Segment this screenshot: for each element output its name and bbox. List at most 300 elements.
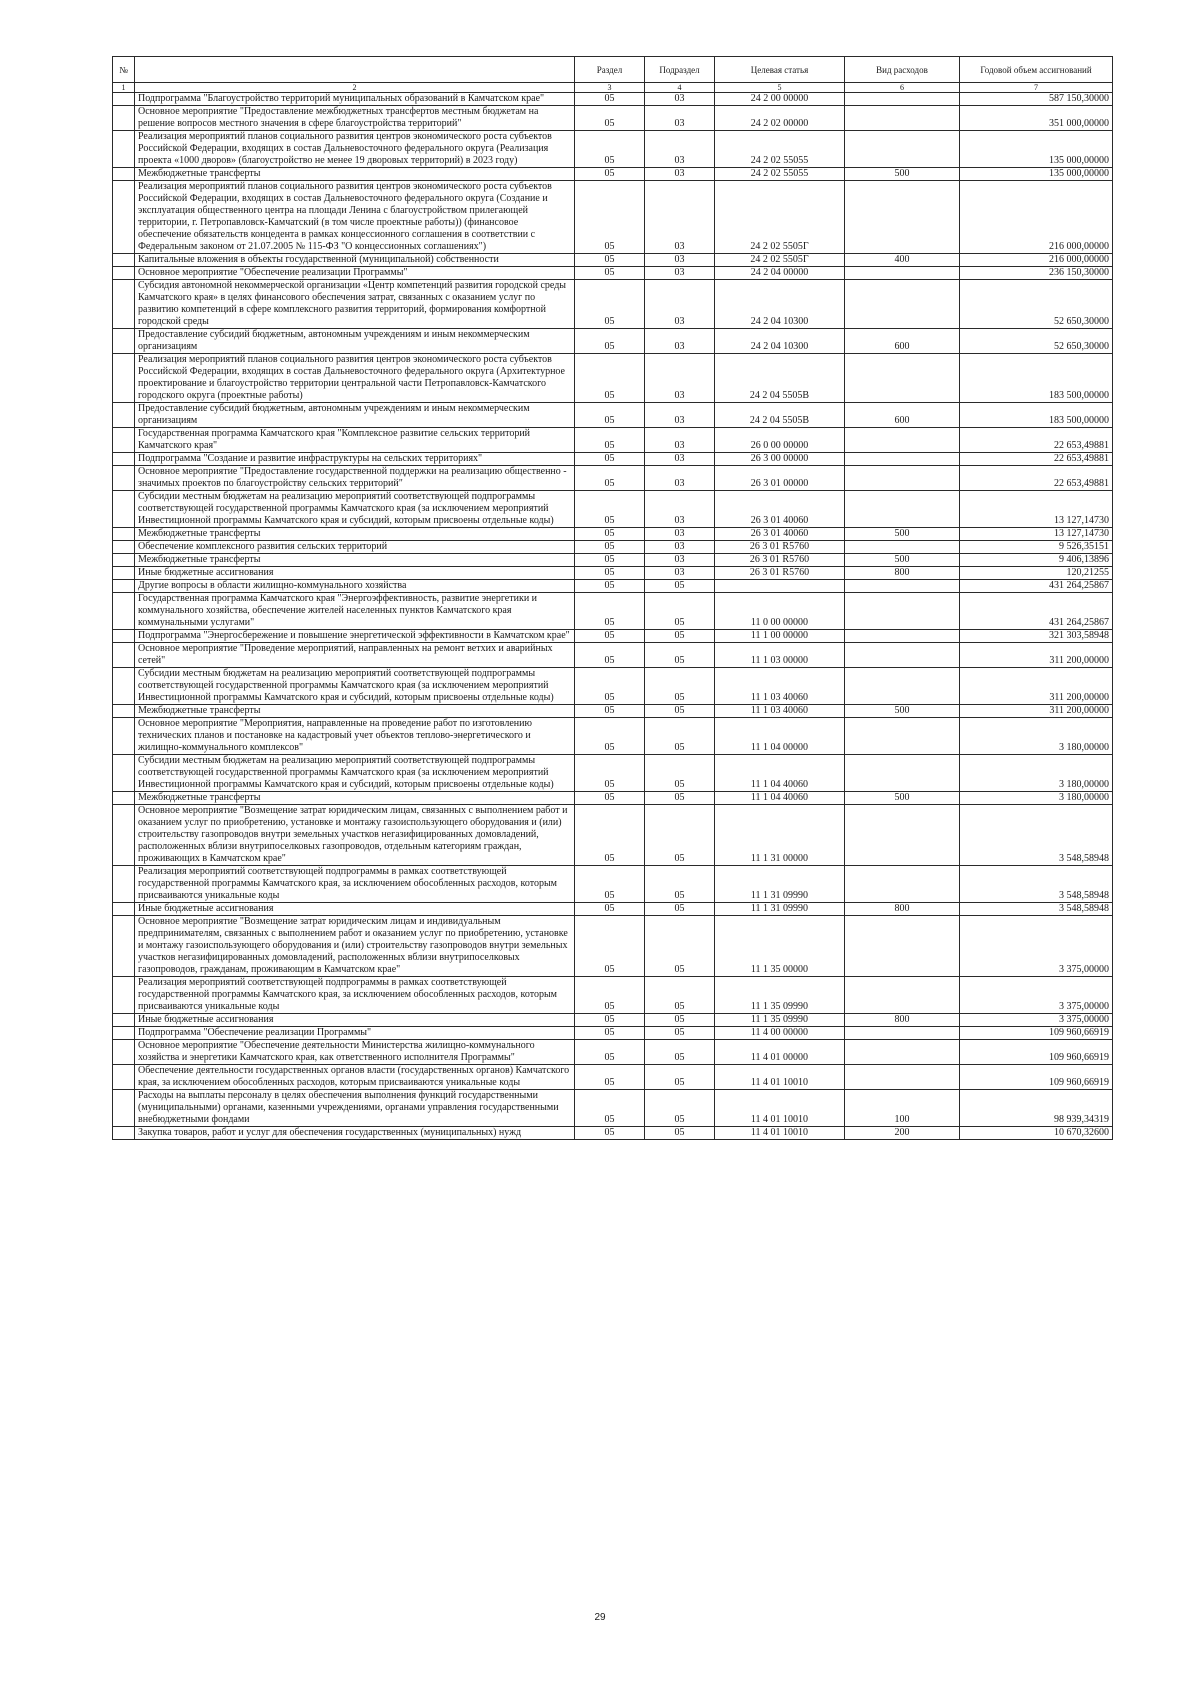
col-header-name xyxy=(135,57,575,83)
section-cell: 05 xyxy=(575,977,645,1014)
table-row xyxy=(113,1027,1113,1040)
target-article-cell: 11 1 31 00000 xyxy=(715,805,845,866)
row-name-cell: Капитальные вложения в объекты государственной (муниципальной) собственности xyxy=(135,254,575,267)
row-number-cell xyxy=(113,866,135,903)
subsection-cell: 03 xyxy=(645,466,715,491)
expense-type-cell xyxy=(845,428,960,453)
header-row xyxy=(113,57,1113,83)
table-row xyxy=(113,254,1113,267)
table-row xyxy=(113,267,1113,280)
section-cell: 05 xyxy=(575,181,645,254)
amount-cell: 321 303,58948 xyxy=(960,630,1113,643)
section-cell: 05 xyxy=(575,453,645,466)
table-row xyxy=(113,755,1113,792)
row-number-cell xyxy=(113,668,135,705)
col-header-subsection: Подраздел xyxy=(645,57,715,83)
expense-type-cell: 500 xyxy=(845,554,960,567)
expense-type-cell xyxy=(845,280,960,329)
subsection-cell: 05 xyxy=(645,1065,715,1090)
row-name-cell: Основное мероприятие "Мероприятия, направленные на проведение работ по изготовлению технических планов и постановке на кадастровый учет объектов теплово-энергетического и жилищно-коммунального комплексов" xyxy=(135,718,575,755)
row-name-cell: Субсидии местным бюджетам на реализацию мероприятий соответствующей подпрограммы соответствующей государственной программы Камчатского края (за исключением мероприятий Инвестиционной программы Камчатского края и субсидий, которым присвоены отдельные коды) xyxy=(135,668,575,705)
row-number-cell xyxy=(113,491,135,528)
amount-cell: 98 939,34319 xyxy=(960,1090,1113,1127)
target-article-cell: 26 3 01 00000 xyxy=(715,466,845,491)
amount-cell: 22 653,49881 xyxy=(960,453,1113,466)
target-article-cell: 11 1 35 09990 xyxy=(715,977,845,1014)
table-row xyxy=(113,491,1113,528)
expense-type-cell: 800 xyxy=(845,903,960,916)
row-name-cell: Иные бюджетные ассигнования xyxy=(135,1014,575,1027)
row-name-cell: Реализация мероприятий соответствующей подпрограммы в рамках соответствующей государственной программы Камчатского края, за исключением обособленных расходов, которым присваиваются уникальные коды xyxy=(135,977,575,1014)
table-row xyxy=(113,1090,1113,1127)
table-row xyxy=(113,593,1113,630)
amount-cell: 22 653,49881 xyxy=(960,428,1113,453)
row-number-cell xyxy=(113,1090,135,1127)
expense-type-cell: 500 xyxy=(845,528,960,541)
expense-type-cell xyxy=(845,354,960,403)
amount-cell: 216 000,00000 xyxy=(960,181,1113,254)
section-cell: 05 xyxy=(575,541,645,554)
table-row xyxy=(113,1065,1113,1090)
row-number-cell xyxy=(113,541,135,554)
subsection-cell: 03 xyxy=(645,403,715,428)
row-number-cell xyxy=(113,428,135,453)
table-row xyxy=(113,805,1113,866)
amount-cell: 216 000,00000 xyxy=(960,254,1113,267)
target-article-cell: 26 3 01 R5760 xyxy=(715,567,845,580)
expense-type-cell xyxy=(845,643,960,668)
amount-cell: 109 960,66919 xyxy=(960,1065,1113,1090)
target-article-cell: 26 3 00 00000 xyxy=(715,453,845,466)
subsection-cell: 03 xyxy=(645,106,715,131)
expense-type-cell xyxy=(845,805,960,866)
row-number-cell xyxy=(113,93,135,106)
row-name-cell: Основное мероприятие "Проведение мероприятий, направленных на ремонт ветхих и аварийных сетей" xyxy=(135,643,575,668)
row-number-cell xyxy=(113,528,135,541)
expense-type-cell xyxy=(845,466,960,491)
row-number-cell xyxy=(113,567,135,580)
subsection-cell: 03 xyxy=(645,453,715,466)
row-number-cell xyxy=(113,181,135,254)
row-number-cell xyxy=(113,354,135,403)
amount-cell: 3 548,58948 xyxy=(960,866,1113,903)
expense-type-cell xyxy=(845,93,960,106)
target-article-cell: 26 0 00 00000 xyxy=(715,428,845,453)
section-cell: 05 xyxy=(575,755,645,792)
col-num: 3 xyxy=(575,83,645,93)
page-number: 29 xyxy=(594,1612,606,1623)
section-cell: 05 xyxy=(575,903,645,916)
col-num: 6 xyxy=(845,83,960,93)
section-cell: 05 xyxy=(575,705,645,718)
amount-cell: 3 548,58948 xyxy=(960,805,1113,866)
row-number-cell xyxy=(113,106,135,131)
target-article-cell: 26 3 01 40060 xyxy=(715,491,845,528)
subsection-cell: 05 xyxy=(645,1090,715,1127)
row-name-cell: Межбюджетные трансферты xyxy=(135,528,575,541)
table-row xyxy=(113,403,1113,428)
table-row xyxy=(113,718,1113,755)
amount-cell: 587 150,30000 xyxy=(960,93,1113,106)
amount-cell: 13 127,14730 xyxy=(960,491,1113,528)
amount-cell: 9 526,35151 xyxy=(960,541,1113,554)
table-row xyxy=(113,93,1113,106)
target-article-cell: 24 2 04 10300 xyxy=(715,329,845,354)
row-name-cell: Межбюджетные трансферты xyxy=(135,168,575,181)
subsection-cell: 05 xyxy=(645,718,715,755)
row-name-cell: Иные бюджетные ассигнования xyxy=(135,567,575,580)
row-number-cell xyxy=(113,705,135,718)
row-name-cell: Межбюджетные трансферты xyxy=(135,705,575,718)
row-name-cell: Государственная программа Камчатского края "Комплексное развитие сельских территорий Камчатского края" xyxy=(135,428,575,453)
amount-cell: 109 960,66919 xyxy=(960,1040,1113,1065)
row-number-cell xyxy=(113,580,135,593)
table-row xyxy=(113,1127,1113,1140)
target-article-cell: 11 4 01 00000 xyxy=(715,1040,845,1065)
table-row xyxy=(113,466,1113,491)
row-name-cell: Основное мероприятие "Возмещение затрат юридическим лицам и индивидуальным предпринимателям, связанных с выполнением работ и оказанием услуг по приобретению, установке и монтажу газоиспользующего оборудования и (или) строительству газопроводов внутри земельных участков негазифицированных домовладений, расположенных вблизи внутрипоселковых газопроводов, гражданам, проживающим в Камчатском крае" xyxy=(135,916,575,977)
target-article-cell: 11 4 01 10010 xyxy=(715,1065,845,1090)
section-cell: 05 xyxy=(575,354,645,403)
amount-cell: 183 500,00000 xyxy=(960,354,1113,403)
table-row xyxy=(113,866,1113,903)
table-row xyxy=(113,541,1113,554)
row-number-cell xyxy=(113,403,135,428)
expense-type-cell xyxy=(845,491,960,528)
subsection-cell: 03 xyxy=(645,93,715,106)
section-cell: 05 xyxy=(575,668,645,705)
subsection-cell: 05 xyxy=(645,1027,715,1040)
amount-cell: 22 653,49881 xyxy=(960,466,1113,491)
amount-cell: 431 264,25867 xyxy=(960,580,1113,593)
row-number-cell xyxy=(113,329,135,354)
target-article-cell: 26 3 01 R5760 xyxy=(715,554,845,567)
expense-type-cell xyxy=(845,1065,960,1090)
expense-type-cell: 800 xyxy=(845,567,960,580)
target-article-cell: 24 2 02 5505Г xyxy=(715,254,845,267)
target-article-cell: 11 1 31 09990 xyxy=(715,866,845,903)
amount-cell: 52 650,30000 xyxy=(960,329,1113,354)
target-article-cell: 24 2 00 00000 xyxy=(715,93,845,106)
row-name-cell: Субсидии местным бюджетам на реализацию мероприятий соответствующей подпрограммы соответствующей государственной программы Камчатского края (за исключением мероприятий Инвестиционной программы Камчатского края и субсидий, которым присвоены отдельные коды) xyxy=(135,491,575,528)
subsection-cell: 05 xyxy=(645,668,715,705)
expense-type-cell: 200 xyxy=(845,1127,960,1140)
table-row xyxy=(113,643,1113,668)
subsection-cell: 03 xyxy=(645,267,715,280)
target-article-cell: 26 3 01 R5760 xyxy=(715,541,845,554)
target-article-cell: 11 0 00 00000 xyxy=(715,593,845,630)
expense-type-cell xyxy=(845,580,960,593)
subsection-cell: 05 xyxy=(645,643,715,668)
section-cell: 05 xyxy=(575,428,645,453)
expense-type-cell xyxy=(845,541,960,554)
col-num: 7 xyxy=(960,83,1113,93)
subsection-cell: 03 xyxy=(645,131,715,168)
expense-type-cell xyxy=(845,916,960,977)
table-row xyxy=(113,580,1113,593)
row-name-cell: Реализация мероприятий соответствующей подпрограммы в рамках соответствующей государственной программы Камчатского края, за исключением обособленных расходов, которым присваиваются уникальные коды xyxy=(135,866,575,903)
amount-cell: 3 548,58948 xyxy=(960,903,1113,916)
subsection-cell: 03 xyxy=(645,329,715,354)
row-name-cell: Межбюджетные трансферты xyxy=(135,792,575,805)
subsection-cell: 03 xyxy=(645,280,715,329)
target-article-cell: 24 2 02 55055 xyxy=(715,131,845,168)
row-number-cell xyxy=(113,916,135,977)
col-header-no: № xyxy=(113,57,135,83)
target-article-cell: 11 1 04 00000 xyxy=(715,718,845,755)
expense-type-cell: 500 xyxy=(845,705,960,718)
col-num: 4 xyxy=(645,83,715,93)
row-number-cell xyxy=(113,554,135,567)
row-number-cell xyxy=(113,280,135,329)
amount-cell: 52 650,30000 xyxy=(960,280,1113,329)
col-num: 1 xyxy=(113,83,135,93)
subsection-cell: 03 xyxy=(645,554,715,567)
row-name-cell: Межбюджетные трансферты xyxy=(135,554,575,567)
row-number-cell xyxy=(113,1127,135,1140)
row-name-cell: Подпрограмма "Энергосбережение и повышение энергетической эффективности в Камчатском крае" xyxy=(135,630,575,643)
row-number-cell xyxy=(113,466,135,491)
table-row xyxy=(113,329,1113,354)
target-article-cell: 24 2 04 5505В xyxy=(715,354,845,403)
expense-type-cell xyxy=(845,593,960,630)
amount-cell: 183 500,00000 xyxy=(960,403,1113,428)
section-cell: 05 xyxy=(575,528,645,541)
subsection-cell: 03 xyxy=(645,541,715,554)
subsection-cell: 03 xyxy=(645,428,715,453)
row-name-cell: Другие вопросы в области жилищно-коммунального хозяйства xyxy=(135,580,575,593)
expense-type-cell: 600 xyxy=(845,403,960,428)
row-name-cell: Реализация мероприятий планов социального развития центров экономического роста субъектов Российской Федерации, входящих в состав Дальневосточного федерального округа (Архитектурное проектирование и благоустройство территории центральной части Петропавловск-Камчатского городского округа (проектные работы) xyxy=(135,354,575,403)
amount-cell: 311 200,00000 xyxy=(960,705,1113,718)
target-article-cell: 11 1 03 00000 xyxy=(715,643,845,668)
row-number-cell xyxy=(113,254,135,267)
target-article-cell: 11 1 35 00000 xyxy=(715,916,845,977)
budget-table-sheet xyxy=(112,56,1112,1140)
col-header-target: Целевая статья xyxy=(715,57,845,83)
table-row xyxy=(113,106,1113,131)
target-article-cell: 11 4 01 10010 xyxy=(715,1127,845,1140)
expense-type-cell xyxy=(845,131,960,168)
row-name-cell: Иные бюджетные ассигнования xyxy=(135,903,575,916)
col-num: 2 xyxy=(135,83,575,93)
target-article-cell: 24 2 02 00000 xyxy=(715,106,845,131)
row-number-cell xyxy=(113,267,135,280)
row-number-cell xyxy=(113,630,135,643)
target-article-cell: 24 2 02 5505Г xyxy=(715,181,845,254)
expense-type-cell xyxy=(845,866,960,903)
section-cell: 05 xyxy=(575,1040,645,1065)
row-name-cell: Закупка товаров, работ и услуг для обеспечения государственных (муниципальных) нужд xyxy=(135,1127,575,1140)
section-cell: 05 xyxy=(575,106,645,131)
section-cell: 05 xyxy=(575,593,645,630)
row-name-cell: Субсидия автономной некоммерческой организации «Центр компетенций развития городской среды Камчатского края» в целях финансового обеспечения затрат, связанных с оказанием услуг по развитию компетенций в сфере комплексного развития территорий, формирования комфортной городской среды xyxy=(135,280,575,329)
amount-cell: 3 375,00000 xyxy=(960,1014,1113,1027)
target-article-cell: 11 1 04 40060 xyxy=(715,755,845,792)
subsection-cell: 03 xyxy=(645,491,715,528)
col-header-section: Раздел xyxy=(575,57,645,83)
section-cell: 05 xyxy=(575,805,645,866)
expense-type-cell: 600 xyxy=(845,329,960,354)
row-number-cell xyxy=(113,131,135,168)
row-number-cell xyxy=(113,792,135,805)
row-number-cell xyxy=(113,1014,135,1027)
section-cell: 05 xyxy=(575,866,645,903)
subsection-cell: 05 xyxy=(645,755,715,792)
amount-cell: 311 200,00000 xyxy=(960,668,1113,705)
amount-cell: 9 406,13896 xyxy=(960,554,1113,567)
col-header-type: Вид расходов xyxy=(845,57,960,83)
row-number-cell xyxy=(113,1027,135,1040)
section-cell: 05 xyxy=(575,466,645,491)
budget-table-body xyxy=(113,93,1113,1140)
row-name-cell: Основное мероприятие "Предоставление межбюджетных трансфертов местным бюджетам на решение вопросов местного значения в сфере благоустройства территорий" xyxy=(135,106,575,131)
expense-type-cell xyxy=(845,181,960,254)
subsection-cell: 05 xyxy=(645,580,715,593)
section-cell: 05 xyxy=(575,280,645,329)
target-article-cell: 11 1 03 40060 xyxy=(715,668,845,705)
section-cell: 05 xyxy=(575,131,645,168)
table-row xyxy=(113,181,1113,254)
subsection-cell: 05 xyxy=(645,705,715,718)
row-number-cell xyxy=(113,755,135,792)
target-article-cell: 11 1 35 09990 xyxy=(715,1014,845,1027)
row-number-cell xyxy=(113,168,135,181)
table-row xyxy=(113,630,1113,643)
section-cell: 05 xyxy=(575,718,645,755)
amount-cell: 3 180,00000 xyxy=(960,792,1113,805)
column-number-row xyxy=(113,83,1113,93)
amount-cell: 135 000,00000 xyxy=(960,168,1113,181)
subsection-cell: 05 xyxy=(645,1014,715,1027)
amount-cell: 3 180,00000 xyxy=(960,755,1113,792)
target-article-cell: 11 1 03 40060 xyxy=(715,705,845,718)
table-row xyxy=(113,528,1113,541)
section-cell: 05 xyxy=(575,554,645,567)
section-cell: 05 xyxy=(575,1027,645,1040)
amount-cell: 13 127,14730 xyxy=(960,528,1113,541)
amount-cell: 120,21255 xyxy=(960,567,1113,580)
row-number-cell xyxy=(113,977,135,1014)
expense-type-cell xyxy=(845,453,960,466)
row-name-cell: Обеспечение деятельности государственных органов власти (государственных органов) Камчатского края, за исключением обособленных расходов, которым присваиваются уникальные коды xyxy=(135,1065,575,1090)
amount-cell: 311 200,00000 xyxy=(960,643,1113,668)
section-cell: 05 xyxy=(575,1090,645,1127)
subsection-cell: 03 xyxy=(645,528,715,541)
expense-type-cell xyxy=(845,668,960,705)
amount-cell: 3 375,00000 xyxy=(960,916,1113,977)
table-row xyxy=(113,168,1113,181)
table-row xyxy=(113,453,1113,466)
expense-type-cell xyxy=(845,718,960,755)
subsection-cell: 03 xyxy=(645,567,715,580)
expense-type-cell xyxy=(845,1027,960,1040)
col-header-amount: Годовой объем ассигнований xyxy=(960,57,1113,83)
table-row xyxy=(113,554,1113,567)
subsection-cell: 05 xyxy=(645,1040,715,1065)
section-cell: 05 xyxy=(575,254,645,267)
row-name-cell: Основное мероприятие "Обеспечение реализации Программы" xyxy=(135,267,575,280)
expense-type-cell xyxy=(845,755,960,792)
row-name-cell: Основное мероприятие "Обеспечение деятельности Министерства жилищно-коммунального хозяйства и энергетики Камчатского края, как ответственного исполнителя Программы" xyxy=(135,1040,575,1065)
row-name-cell: Подпрограмма "Благоустройство территорий муниципальных образований в Камчатском крае" xyxy=(135,93,575,106)
amount-cell: 351 000,00000 xyxy=(960,106,1113,131)
subsection-cell: 03 xyxy=(645,168,715,181)
table-row xyxy=(113,280,1113,329)
subsection-cell: 05 xyxy=(645,903,715,916)
row-number-cell xyxy=(113,643,135,668)
expense-type-cell: 500 xyxy=(845,168,960,181)
section-cell: 05 xyxy=(575,1014,645,1027)
subsection-cell: 05 xyxy=(645,866,715,903)
row-name-cell: Предоставление субсидий бюджетным, автономным учреждениям и иным некоммерческим организациям xyxy=(135,403,575,428)
table-row xyxy=(113,792,1113,805)
amount-cell: 135 000,00000 xyxy=(960,131,1113,168)
subsection-cell: 05 xyxy=(645,630,715,643)
row-number-cell xyxy=(113,1040,135,1065)
row-name-cell: Предоставление субсидий бюджетным, автономным учреждениям и иным некоммерческим организациям xyxy=(135,329,575,354)
row-name-cell: Государственная программа Камчатского края "Энергоэффективность, развитие энергетики и коммунального хозяйства, обеспечение жителей населенных пунктов Камчатского края коммунальными услугами" xyxy=(135,593,575,630)
table-row xyxy=(113,916,1113,977)
table-row xyxy=(113,1014,1113,1027)
subsection-cell: 05 xyxy=(645,593,715,630)
section-cell: 05 xyxy=(575,916,645,977)
row-number-cell xyxy=(113,1065,135,1090)
expense-type-cell xyxy=(845,267,960,280)
expense-type-cell: 100 xyxy=(845,1090,960,1127)
subsection-cell: 05 xyxy=(645,1127,715,1140)
subsection-cell: 03 xyxy=(645,254,715,267)
row-name-cell: Обеспечение комплексного развития сельских территорий xyxy=(135,541,575,554)
section-cell: 05 xyxy=(575,643,645,668)
row-number-cell xyxy=(113,805,135,866)
expense-type-cell xyxy=(845,1040,960,1065)
amount-cell: 3 375,00000 xyxy=(960,977,1113,1014)
expense-type-cell: 400 xyxy=(845,254,960,267)
amount-cell: 236 150,30000 xyxy=(960,267,1113,280)
row-name-cell: Расходы на выплаты персоналу в целях обеспечения выполнения функций государственными (муниципальными) органами, казенными учреждениями, органами управления государственными внебюджетными фондами xyxy=(135,1090,575,1127)
expense-type-cell xyxy=(845,630,960,643)
target-article-cell: 24 2 04 00000 xyxy=(715,267,845,280)
section-cell: 05 xyxy=(575,1127,645,1140)
subsection-cell: 05 xyxy=(645,977,715,1014)
expense-type-cell: 500 xyxy=(845,792,960,805)
target-article-cell: 24 2 04 10300 xyxy=(715,280,845,329)
section-cell: 05 xyxy=(575,93,645,106)
expense-type-cell xyxy=(845,977,960,1014)
section-cell: 05 xyxy=(575,630,645,643)
table-row xyxy=(113,668,1113,705)
row-name-cell: Основное мероприятие "Возмещение затрат юридическим лицам, связанных с выполнением работ и оказанием услуг по приобретению, установке и монтажу газоиспользующего оборудования и (или) строительству газопроводов внутри земельных участков негазифицированных домовладений, расположенных вблизи внутрипоселковых газопроводов, отдельным категориям граждан, проживающих в Камчатском крае" xyxy=(135,805,575,866)
target-article-cell: 11 4 00 00000 xyxy=(715,1027,845,1040)
section-cell: 05 xyxy=(575,580,645,593)
target-article-cell: 11 1 04 40060 xyxy=(715,792,845,805)
subsection-cell: 05 xyxy=(645,792,715,805)
amount-cell: 431 264,25867 xyxy=(960,593,1113,630)
subsection-cell: 05 xyxy=(645,916,715,977)
section-cell: 05 xyxy=(575,329,645,354)
amount-cell: 10 670,32600 xyxy=(960,1127,1113,1140)
budget-table xyxy=(112,56,1113,1140)
row-number-cell xyxy=(113,718,135,755)
row-number-cell xyxy=(113,593,135,630)
row-name-cell: Субсидии местным бюджетам на реализацию мероприятий соответствующей подпрограммы соответствующей государственной программы Камчатского края (за исключением мероприятий Инвестиционной программы Камчатского края и субсидий, которым присвоены отдельные коды) xyxy=(135,755,575,792)
col-num: 5 xyxy=(715,83,845,93)
target-article-cell: 11 1 31 09990 xyxy=(715,903,845,916)
section-cell: 05 xyxy=(575,567,645,580)
row-name-cell: Реализация мероприятий планов социального развития центров экономического роста субъектов Российской Федерации, входящих в состав Дальневосточного федерального округа (Создание и эксплуатация общественного центра на площади Ленина с благоустройством прилегающей территории, г. Петропавловск-Камчатский (в том числе проектные работы)) (финансовое обеспечение обязательств концедента в рамках концессионного соглашения в соответствии с Федеральным законом от 21.07.2005 № 115-ФЗ "О концессионных соглашениях") xyxy=(135,181,575,254)
subsection-cell: 05 xyxy=(645,805,715,866)
